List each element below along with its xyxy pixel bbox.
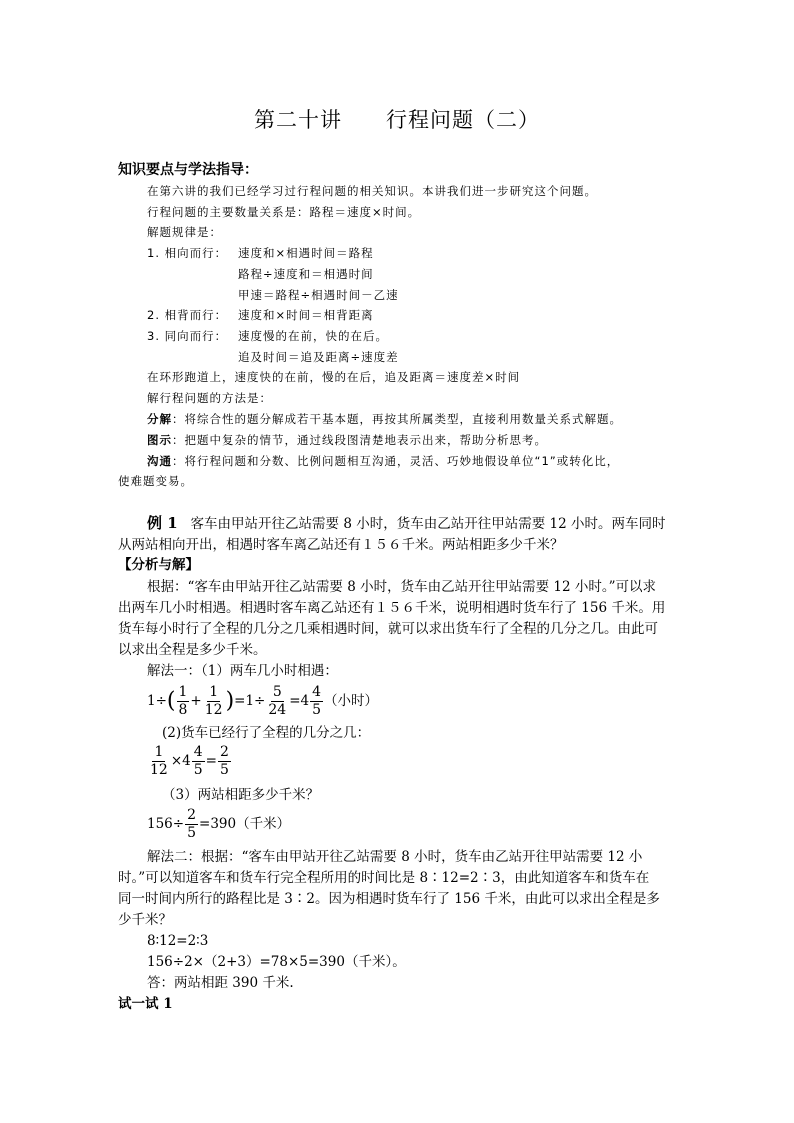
rule-1-formula-2: 路程÷速度和＝相遇时间 [238, 267, 374, 281]
solution-2-ratio: 8∶12=2∶3 [147, 933, 209, 949]
knowledge-heading: 知识要点与学法指导： [118, 162, 258, 178]
rule-1-formula-3: 甲速＝路程÷相遇时间－乙速 [238, 288, 399, 302]
intro-line-2: 行程问题的主要数量关系是：路程＝速度×时间。 [147, 205, 421, 219]
rule-3-formula-2: 追及时间＝追及距离÷速度差 [238, 350, 399, 364]
rule-3-label: 3. 同向而行： [147, 329, 228, 343]
solution-1-step-2: (2)货车已经行了全程的几分之几： [162, 725, 371, 741]
trial-heading: 试一试 1 [118, 996, 173, 1012]
method-link [147, 452, 619, 470]
method-diagram-text: ：把题中复杂的情节，通过线段图清楚地表示出来，帮助分析思考。 [172, 433, 547, 447]
example-question-line-1 [147, 514, 665, 533]
formula-3-unit: （千米） [236, 816, 291, 832]
intro-line-1: 在第六讲的我们已经学习过行程问题的相关知识。本讲我们进一步研究这个问题。 [147, 184, 597, 198]
example-label: 例 1 [147, 514, 178, 532]
method-link-text-b: 使难题变易。 [118, 474, 193, 488]
method-diagram [147, 431, 547, 449]
solution-2-line-1: 解法二：根据：“客车由甲站开往乙站需要 8 小时，货车由乙站开往甲站需要 12 小 [147, 849, 643, 865]
method-decompose-label: 分解 [147, 412, 172, 426]
lecture-topic: 行程问题（二） [386, 108, 540, 132]
method-diagram-label: 图示 [147, 433, 172, 447]
solution-1-step-3: （3）两站相距多少千米？ [162, 787, 320, 803]
ring-rule: 在环形跑道上，速度快的在前，慢的在后，追及距离＝速度差×时间 [147, 370, 521, 384]
solution-2-calculation: 156÷2×（2+3）=78×5=390（千米）。 [147, 954, 406, 970]
answer-line: 答：两站相距 390 千米. [147, 975, 294, 991]
solution-2-line-4: 少千米？ [118, 912, 172, 928]
rule-2-label: 2. 相背而行： [147, 308, 228, 322]
rule-1-label: 1. 相向而行： [147, 246, 228, 260]
method-link-text-a: ：将行程问题和分数、比例问题相互沟通，灵活、巧妙地假设单位“1”或转化比， [172, 454, 620, 468]
analysis-para-2: 出两车几小时相遇。相遇时客车离乙站还有１５６千米，说明相遇时货车行了 156 千米。用 [118, 600, 666, 616]
analysis-para-3: 货车每小时行了全程的几分之几乘相遇时间，就可以求出货车行了全程的几分之几。由此可 [118, 621, 658, 637]
method-link-label: 沟通 [147, 454, 172, 468]
formula-fraction-travelled: $\frac{1}{12}$ ×4 $\frac{4}{5}$ = $\frac{2}{5}$ [150, 744, 229, 778]
formula-total-distance: 156÷ $\frac{2}{5}$ =390（千米） [147, 807, 291, 841]
example-question-a: 客车由甲站开往乙站需要 8 小时，货车由乙站开往甲站需要 12 小时。两车同时 [190, 516, 666, 532]
example-question-line-2: 从两站相向开出，相遇时客车离乙站还有１５６千米。两站相距多少千米？ [118, 537, 564, 553]
method-decompose-text: ：将综合性的题分解成若干基本题，再按其所属类型，直接利用数量关系式解题。 [172, 412, 622, 426]
methods-label: 解行程问题的方法是： [147, 391, 272, 405]
method-decompose [147, 410, 622, 428]
rules-label: 解题规律是： [147, 225, 222, 239]
solution-1-title: 解法一：（1）两车几小时相遇： [147, 663, 338, 679]
analysis-heading: 【分析与解】 [118, 557, 199, 573]
solution-2-line-2: 时。”可以知道客车和货车行完全程所用的时间比是 8∶12=2∶3，由此知道客车和货车在 [118, 870, 650, 886]
lecture-number: 第二十讲 [254, 108, 342, 132]
rule-2-formula-1: 速度和×时间＝相背距离 [238, 308, 374, 322]
analysis-para-1: 根据：“客车由甲站开往乙站需要 8 小时，货车由乙站开往甲站需要 12 小时。”可以求 [147, 579, 656, 595]
formula-meeting-time: 1÷( $\frac{1}{8}$ + $\frac{1}{12}$ )=1÷ $\frac{5}{24}$ =4 $\frac{4}{5}$ （小时） [147, 684, 379, 718]
rule-3-formula-1: 速度慢的在前，快的在后。 [238, 329, 388, 343]
solution-2-line-3: 同一时间内所行的路程比是 3∶2。因为相遇时货车行了 156 千米，由此可以求出全程是多 [118, 891, 660, 907]
rule-1-formula-1: 速度和×相遇时间＝路程 [238, 246, 374, 260]
formula-1-unit: （小时） [324, 693, 379, 709]
analysis-para-4: 以求出全程是多少千米。 [118, 642, 267, 658]
page-title [0, 104, 794, 134]
